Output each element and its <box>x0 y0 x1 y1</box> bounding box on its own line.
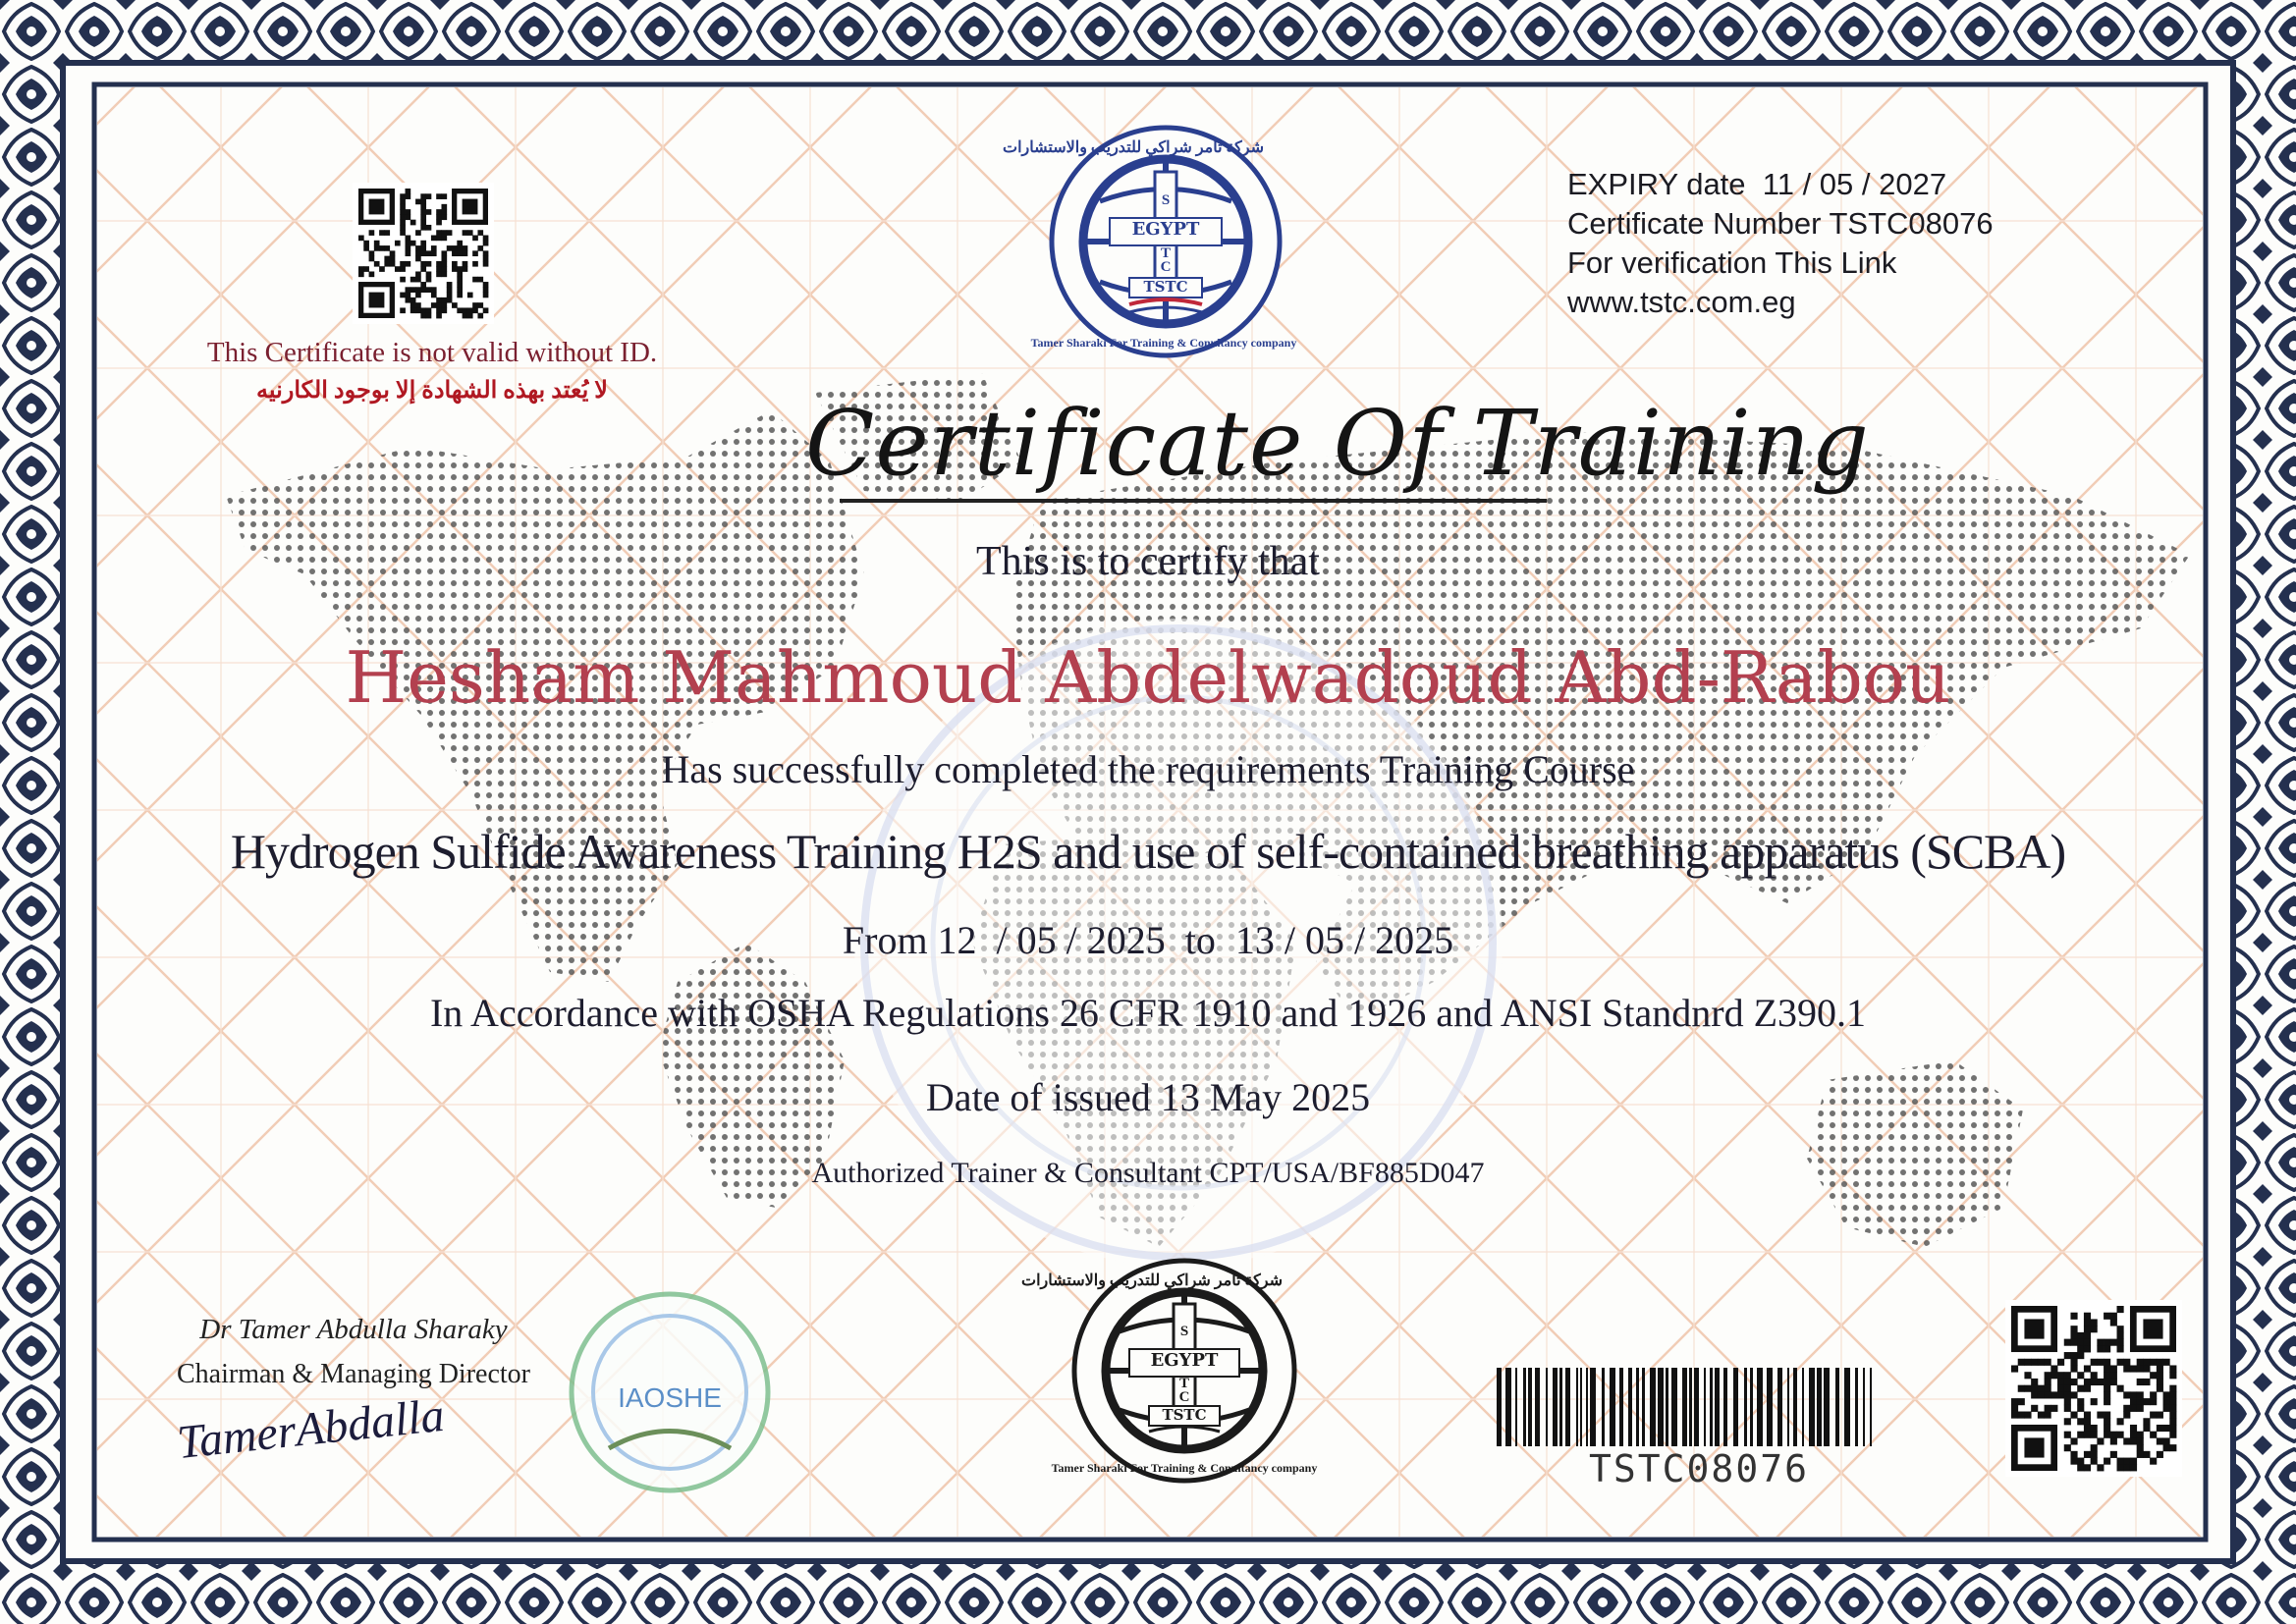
tstc-seal-top <box>1003 128 1280 355</box>
course-name: Hydrogen Sulfide Awareness Training H2S and use of self-contained breathing apparatus (SCBA) <box>230 824 2066 879</box>
seal-letter-c-bottom: C <box>1178 1389 1190 1405</box>
seal-country-bottom: EGYPT <box>1150 1350 1219 1371</box>
issue-date: Date of issued 13 May 2025 <box>925 1075 1371 1119</box>
accordance-line: In Accordance with OSHA Regulations 26 CFR 1910 and 1926 and ANSI Standnrd Z390.1 <box>429 991 1867 1035</box>
signatory-name: Dr Tamer Abdulla Sharaky <box>199 1314 508 1345</box>
seal-arabic-top: شركة تامر شراكي للتدريب والاستشارات <box>1003 139 1264 156</box>
validity-notice-arabic: لا يُعتد بهذه الشهادة إلا بوجود الكارنيه <box>255 378 608 404</box>
seal-letter-t-top: T <box>1160 245 1171 261</box>
certificate-number: Certificate Number TSTC08076 <box>1567 206 1994 241</box>
expiry-value: 11 / 05 / 2027 <box>1762 167 1947 201</box>
signatory-role: Chairman & Managing Director <box>176 1359 530 1389</box>
recipient-name: Hesham Mahmoud Abdelwadoud Abd-Rabou <box>345 636 1951 719</box>
barcode-text: TSTC08076 <box>1589 1447 1809 1490</box>
seal-abbr-bottom: TSTC <box>1162 1406 1207 1424</box>
seal-country-top: EGYPT <box>1131 219 1200 240</box>
seal-letter-c-top: C <box>1160 259 1172 275</box>
seal-letter-s-top: S <box>1161 192 1171 208</box>
seal-arabic-bottom: شركة تامر شراكي للتدريب والاستشارات <box>1021 1272 1283 1289</box>
trainer-line: Authorized Trainer & Consultant CPT/USA/BF885D047 <box>811 1157 1485 1189</box>
seal-english-bottom: Tamer Sharaki For Training & Conultancy company <box>1051 1461 1318 1475</box>
verification-text: For verification This Link <box>1567 245 1897 280</box>
certificate-info-block <box>1567 165 2157 322</box>
qr-code-top <box>353 183 494 324</box>
iaoshe-label: IAOSHE <box>618 1382 722 1413</box>
expiry-row <box>1567 165 2157 204</box>
validity-notice-english: This Certificate is not valid without ID. <box>206 337 658 368</box>
certify-line: This is to certify that <box>976 539 1320 584</box>
completed-line: Has successfully completed the requirements Training Course <box>661 747 1635 791</box>
qr-code-bottom <box>2005 1300 2182 1477</box>
website-link[interactable]: www.tstc.com.eg <box>1567 285 1796 319</box>
seal-english-top: Tamer Sharaki For Training & Conultancy company <box>1030 336 1297 350</box>
date-range: From 12 / 05 / 2025 to 13 / 05 / 2025 <box>842 918 1454 962</box>
title-underline <box>840 499 1547 503</box>
signature: TamerAbdalla <box>174 1388 447 1470</box>
tstc-seal-bottom <box>1021 1261 1294 1481</box>
seal-letter-s-bottom: S <box>1179 1324 1189 1339</box>
seal-abbr-top: TSTC <box>1143 278 1188 296</box>
expiry-label: EXPIRY date <box>1567 167 1746 201</box>
seal-letter-t-bottom: T <box>1178 1376 1189 1391</box>
certificate-title: Certificate Of Training <box>805 391 1870 496</box>
